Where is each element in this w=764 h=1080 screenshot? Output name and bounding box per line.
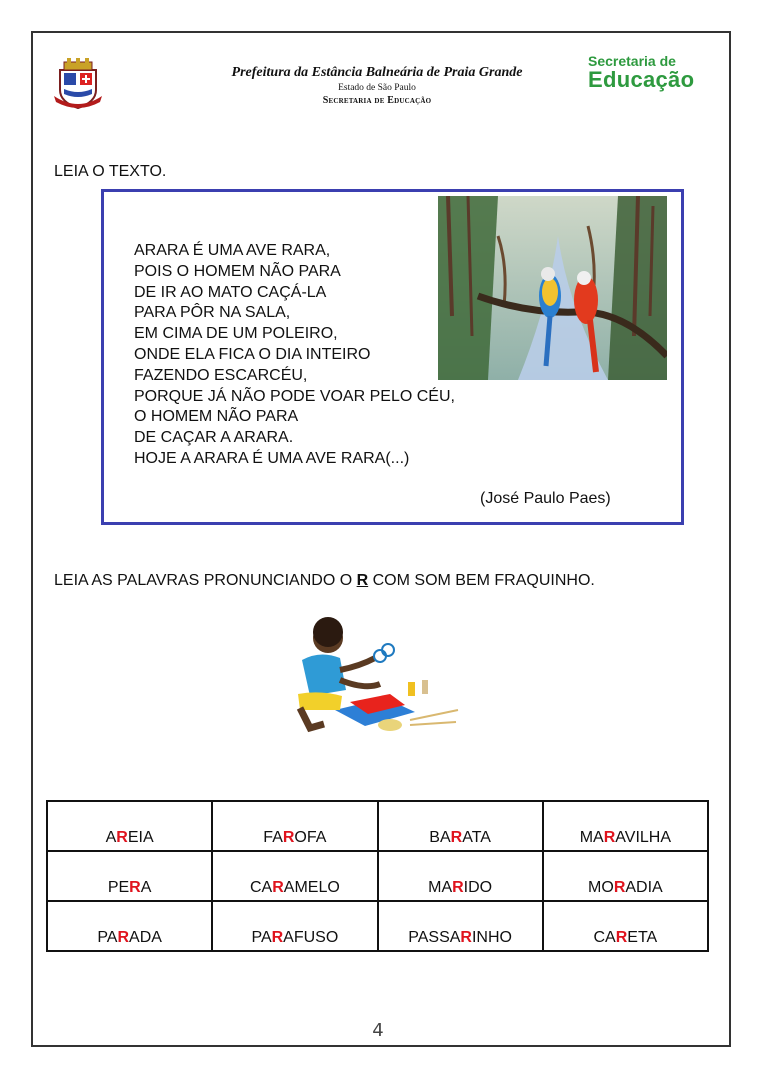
poem-line: O HOMEM NÃO PARA xyxy=(134,408,299,426)
poem-line: POIS O HOMEM NÃO PARA xyxy=(134,262,341,280)
header-secretaria: Secretaria de Educação xyxy=(322,95,432,106)
poem-line: EM CIMA DE UM POLEIRO, xyxy=(134,325,338,343)
word-cell: PARADA xyxy=(47,901,212,951)
word-cell: AREIA xyxy=(47,801,212,851)
instruction-letter-r: R xyxy=(356,572,369,589)
word-cell: CARAMELO xyxy=(212,851,377,901)
word-cell: PARAFUSO xyxy=(212,901,377,951)
page-number: 4 xyxy=(372,1020,384,1041)
word-table xyxy=(46,800,709,952)
word-cell: BARATA xyxy=(378,801,543,851)
poem-line: DE IR AO MATO CAÇÁ-LA xyxy=(134,283,327,301)
word-cell: MORADIA xyxy=(543,851,708,901)
boy-cutting-paper-illustration xyxy=(280,610,460,740)
poem-text xyxy=(134,241,455,470)
header-institution xyxy=(200,64,554,108)
poem-line: FAZENDO ESCARCÉU, xyxy=(134,366,308,384)
logo-line1: Secretaria de xyxy=(588,53,676,69)
word-cell: PERA xyxy=(47,851,212,901)
logo-line2: Educação xyxy=(588,67,695,92)
word-cell: PASSARINHO xyxy=(378,901,543,951)
secretaria-educacao-logo xyxy=(588,54,708,92)
poem-line: PORQUE JÁ NÃO PODE VOAR PELO CÉU, xyxy=(134,387,455,405)
instruction-text-after: COM SOM BEM FRAQUINHO. xyxy=(368,572,595,589)
word-cell: CARETA xyxy=(543,901,708,951)
word-cell: MARAVILHA xyxy=(543,801,708,851)
poem-line: ONDE ELA FICA O DIA INTEIRO xyxy=(134,345,371,363)
poem-line: HOJE A ARARA É UMA AVE RARA(...) xyxy=(134,449,410,467)
instruction-read-words xyxy=(54,571,595,591)
table-row xyxy=(47,851,708,901)
table-row xyxy=(47,801,708,851)
instruction-text-before: LEIA AS PALAVRAS PRONUNCIANDO O xyxy=(54,572,357,589)
word-cell: MARIDO xyxy=(378,851,543,901)
poem-line: PARA PÔR NA SALA, xyxy=(134,304,291,322)
poem-line: DE CAÇAR A ARARA. xyxy=(134,429,294,447)
table-row xyxy=(47,901,708,951)
poem-line: ARARA É UMA AVE RARA, xyxy=(134,242,331,259)
header-state: Estado de São Paulo xyxy=(338,83,416,93)
word-cell: FAROFA xyxy=(212,801,377,851)
instruction-read-text: LEIA O TEXTO. xyxy=(54,163,167,180)
poem-author: (José Paulo Paes) xyxy=(480,490,611,507)
header-title: Prefeitura da Estância Balneária de Praia Grande xyxy=(231,65,523,80)
parrots-image xyxy=(438,196,667,380)
city-crest-logo xyxy=(50,56,106,112)
